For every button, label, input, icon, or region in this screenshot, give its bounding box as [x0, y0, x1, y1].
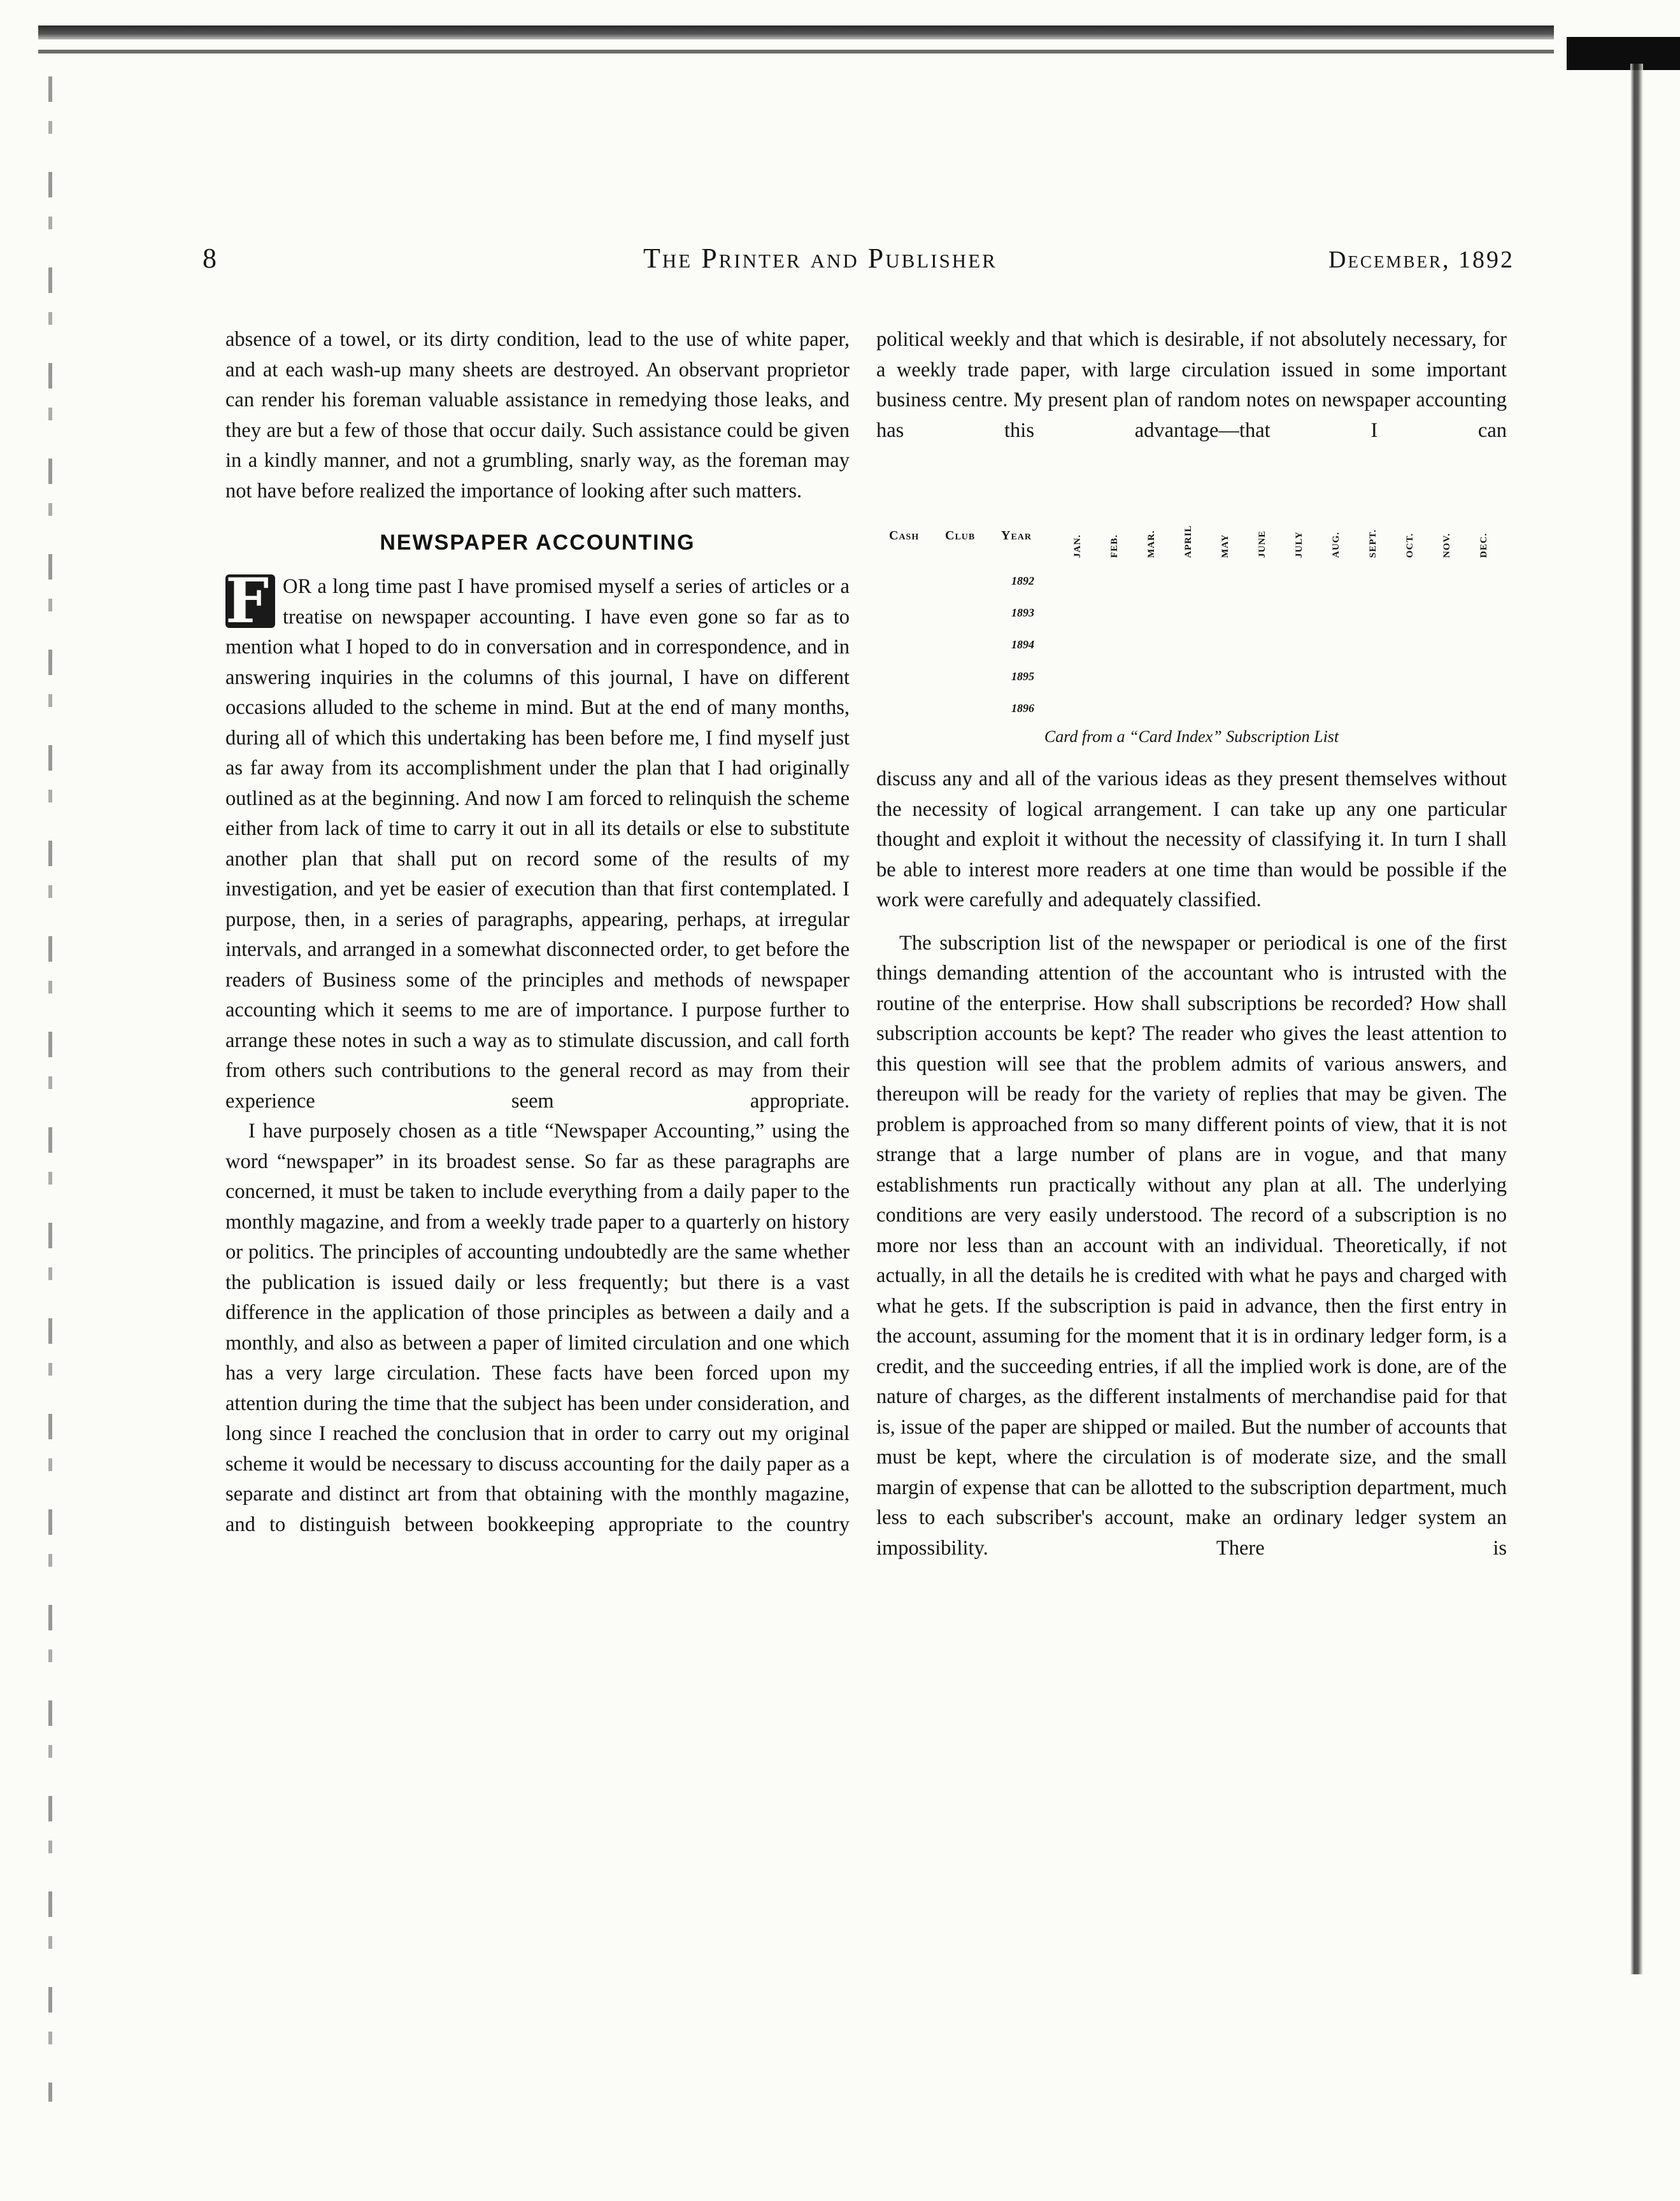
intro-paragraph: absence of a towel, or its dirty condition, lead to the use of white paper, and at each wash-up many sheets are destroyed. An observant proprietor can render his foreman valuable assistance in remedying those leaks, and they are but a few of those that occur daily. Such assistance could be given in a kindly manner, and not a grumbling, snarly way, as the foreman may not have before realized the importance of looking after such matters. [225, 328, 850, 502]
card-index-figure [876, 484, 1507, 764]
card-month-header: AUG. [1331, 531, 1341, 558]
card-year-row: 1895 [1011, 670, 1034, 683]
after-card-paragraph: discuss any and all of the various ideas as they present themselves without the necessity of logical arrangement. I can take up any one particular thought and exploit it without the necessity of classifying it. In turn I shall be able to interest more readers at one time than would be possible if the work were carefully and adequately classified. [876, 767, 1507, 911]
page-number: 8 [203, 243, 218, 274]
card-year-row: 1893 [1011, 606, 1034, 619]
article-second-paragraph: I have purposely chosen as a title “Newspaper Accounting,” using the word “newspaper” in its broadest sense. So far as these paragraphs are concerned, it must be taken to include everything from a daily paper to the monthly magazine, and from a weekly trade paper to a quarterly on history or politics. The principles of accounting undoubtedly are the same whether the publication is issued daily or less frequently; but there is a vast difference in the application of those principles as between a daily and a monthly, and also as between a paper of limited circulation and one which has a very large circulation. These facts have been forced upon my attention during the time that the subject has been under consideration, and long since I reached the conclusion that in order to carry out my original scheme it would be necessary to discuss accounting for the daily paper as a separate and distinct art from that obtaining with the monthly magazine, and to distinguish between bookkeeping appropriate to the country [225, 1120, 850, 1536]
card-month-header: DEC. [1479, 532, 1489, 558]
left-column [225, 325, 850, 1540]
article-heading: NEWSPAPER ACCOUNTING [380, 531, 695, 555]
first-paragraph-text: OR a long time past I have promised myself a series of articles or a treatise on newspaper accounting. I have even gone so far as to mention what I hoped to do in conversation and in correspondence, and in answering inquiries in the columns of this journal, I have on different occasions alluded to the scheme in mind. But at the end of many months, during all of which this undertaking has been before me, I find myself just as far away from its accomplishment under the plan that I had originally outlined as at the beginning. And now I am forced to relinquish the scheme either from lack of time to carry it out in all its details or else to substitute another plan that shall put on record some of the results of my investigation, and yet be easier of execution than that first contemplated. I purpose, then, in a series of paragraphs, appearing, perhaps, at irregular intervals, and arranged in a somewhat disconnected order, to get before the readers of Business some of the principles and methods of newspaper accounting which it seems to me are of importance. I purpose further to arrange these notes in such a way as to stimulate discussion, and call forth from others such contributions to the general record as may from their experience seem appropriate. [225, 575, 850, 1113]
card-month-header: SEPT. [1368, 529, 1378, 558]
card-caption: Card from a “Card Index” Subscription List [1044, 727, 1339, 746]
card-year-row: 1894 [1011, 638, 1034, 651]
running-header [0, 242, 1680, 280]
card-column-cash: Cash [889, 529, 920, 543]
card-column-club: Club [945, 529, 976, 543]
scan-corner-mark [1567, 37, 1680, 70]
card-month-header: MAR. [1146, 530, 1157, 558]
card-month-header: OCT. [1405, 532, 1415, 558]
scan-edge-left [48, 76, 52, 2102]
article-first-paragraph [225, 565, 850, 1116]
card-month-header: JULY [1294, 531, 1304, 558]
scan-edge-top-line [38, 50, 1554, 53]
right-column [876, 325, 1507, 1563]
card-month-header: JAN. [1072, 534, 1083, 558]
card-month-header: APRIL [1183, 525, 1193, 558]
drop-cap: F [225, 574, 275, 628]
card-year-row: 1892 [1011, 574, 1034, 587]
card-year-row: 1896 [1011, 702, 1034, 715]
publication-title: The Printer and Publisher [643, 243, 997, 274]
card-month-header: NOV. [1442, 532, 1452, 558]
right-top-paragraph: political weekly and that which is desirable, if not absolutely necessary, for a weekly trade paper, with large circulation issued in some important business centre. My present plan of random notes on newspaper accounting has this advantage—that I can [876, 328, 1507, 442]
card-column-year: Year [1001, 529, 1032, 543]
card-month-header: MAY [1220, 534, 1230, 558]
card-month-header: JUNE [1257, 530, 1267, 558]
scan-edge-right [1630, 64, 1643, 1974]
scan-edge-top [38, 25, 1554, 39]
card-month-header: FEB. [1109, 534, 1120, 558]
subscription-paragraph: The subscription list of the newspaper or periodical is one of the first things demanding attention of the accountant who is intrusted with the routine of the enterprise. How shall subscriptions be recorded? How shall subscription accounts be kept? The reader who gives the least attention to this question will see that the problem admits of various answers, and thereupon will be ready for the variety of replies that may be given. The problem is approached from so many different points of view, that it is not strange that a large number of plans are in vogue, and that many establishments run practically without any plan at all. The underlying conditions are very easily understood. The record of a subscription is no more nor less than an account with an individual. Theoretically, if not actually, in all the details he is credited with what he pays and charged with what he gets. If the subscription is paid in advance, then the first entry in the account, assuming for the moment that it is in ordinary ledger form, is a credit, and the succeeding entries, if all the implied work is done, are of the nature of charges, as the different instalments of merchandise paid for that is, issue of the paper are shipped or mailed. But the number of accounts that must be kept, where the circulation is of moderate size, and the small margin of expense that can be allotted to the subscription department, much less to each subscriber's account, make an ordinary ledger system an impossibility. There is [876, 931, 1507, 1560]
issue-date: December, 1892 [1328, 246, 1514, 273]
